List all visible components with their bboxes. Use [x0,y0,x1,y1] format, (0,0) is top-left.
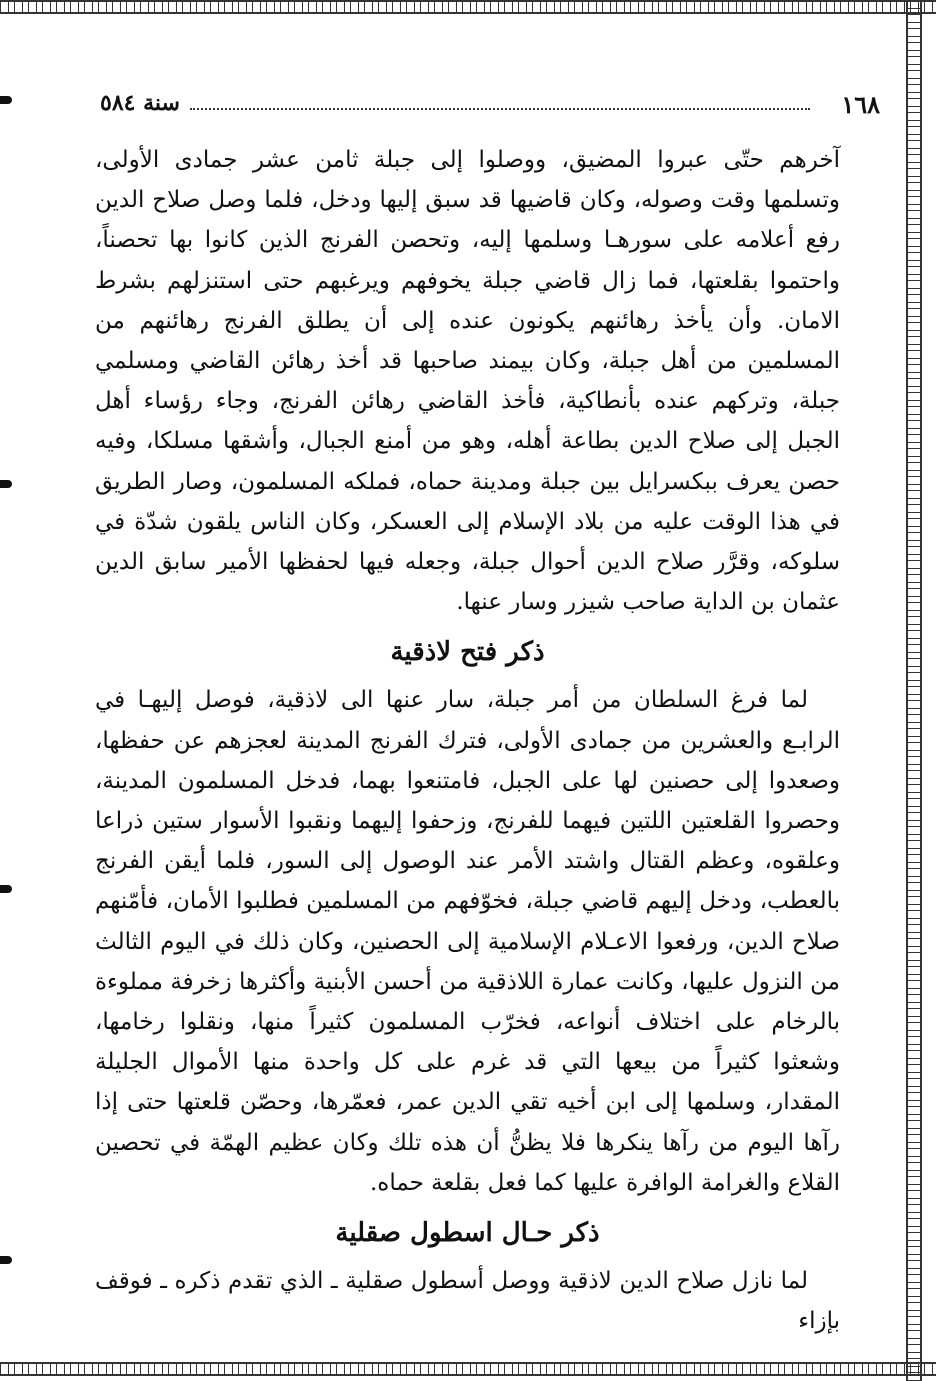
decorative-border-right [906,0,922,1381]
page-header [100,90,880,120]
page-body [95,140,840,1341]
section-heading: ذكر فتح لاذقية [390,637,545,668]
page-number: ١٦٨ [841,90,880,119]
header-dotted-rule [190,108,810,110]
decorative-border-top [0,0,936,14]
body-paragraph: لما فرغ السلطان من أمر جبلة، سار عنها الى لاذقية، فوصل إليهـا في الرابـع والعشرين من جمادى الأولى، فترك الفرنج المدينة لعجزهم عن حفظها، وصعدوا إلى حصنين لها على الجبل، فامتنعوا بهما، فدخل المسلمون المدينة، وحصروا القلعتين اللتين فيهما للفرنج، وزحفوا إليهما ونقبوا الأسوار ستين ذراعا وعلقوه، وعظم القتال واشتد الأمر عند الوصول إلى السور، فلما أيقن الفرنج بالعطب، ودخل إليهم قاضي جبلة، فخوّفهم من المسلمين فطلبوا الأمان، فأمّنهم صلاح الدين، ورفعوا الاعـلام الإسلامية إلى الحصنين، وكان ذلك في اليوم الثالث من النزول عليها، وكانت عمارة اللاذقية من أحسن الأبنية وأكثرها زخرفة مملوءة بالرخام على اختلاف أنواعه، فخرّب المسلمون كثيراً منها، ونقلوا رخامها، وشعثوا كثيراً من بيعها التي قد غرم على كل واحدة منها الأموال الجليلة المقدار، وسلمها إلى ابن أخيه تقي الدين عمر، فعمّرها، وحصّن قلعتها حتى إذا رآها اليوم من رآها ينكرها فلا يظنُّ أن هذه تلك وكان عظيم الهمّة في تحصين القلاع والغرامة الوافرة عليها كما فعل بقلعة حماه. [95,687,840,1196]
binding-mark [0,885,12,893]
binding-mark [0,96,12,104]
body-paragraph: لما نازل صلاح الدين لاذقية ووصل أسطول صقلية ـ الذي تقدم ذكره ـ فوقف بإزاء [95,1268,840,1335]
section-heading: ذكر حـال اسطول صقلية [335,1218,600,1249]
decorative-border-bottom [0,1362,936,1376]
body-paragraph: آخرهم حتّى عبروا المضيق، ووصلوا إلى جبلة ثامن عشر جمادى الأولى، وتسلمها وقت وصوله، وكان قاضيها قد سبق إليها ودخل، فلما وصل صلاح الدين رفع أعلامه على سورهـا وسلمها إليه، وتحصن الفرنج الذين كانوا بها تحصناً، واحتموا بقلعتها، فما زال قاضي جبلة يخوفهم ويرغبهم حتى استنزلهم بشرط الامان. وأن يأخذ رهائنهم يكونون عنده إلى أن يطلق الفرنج رهائنهم من المسلمين من أهل جبلة، وكان بيمند صاحبها قد أخذ رهائن القاضي ومسلمي جبلة، وتركهم عنده بأنطاكية، فأخذ القاضي رهائن الفرنج، وجاء رؤساء أهل الجبل إلى صلاح الدين بطاعة أهله، وهو من أمنع الجبال، وأشقها مسلكا، وفيه حصن يعرف ببكسرايل بين جبلة ومدينة حماه، فملكه المسلمون، وصار الطريق في هذا الوقت عليه من بلاد الإسلام إلى العسكر، وكان الناس يلقون شدّة في سلوكه، وقرَّر صلاح الدين أحوال جبلة، وجعله فيها لحفظها الأمير سابق الدين عثمان بن الداية صاحب شيزر وسار عنها. [95,147,840,616]
binding-mark [0,1256,12,1264]
running-head-year: سنة ٥٨٤ [100,90,180,116]
binding-mark [0,480,12,488]
